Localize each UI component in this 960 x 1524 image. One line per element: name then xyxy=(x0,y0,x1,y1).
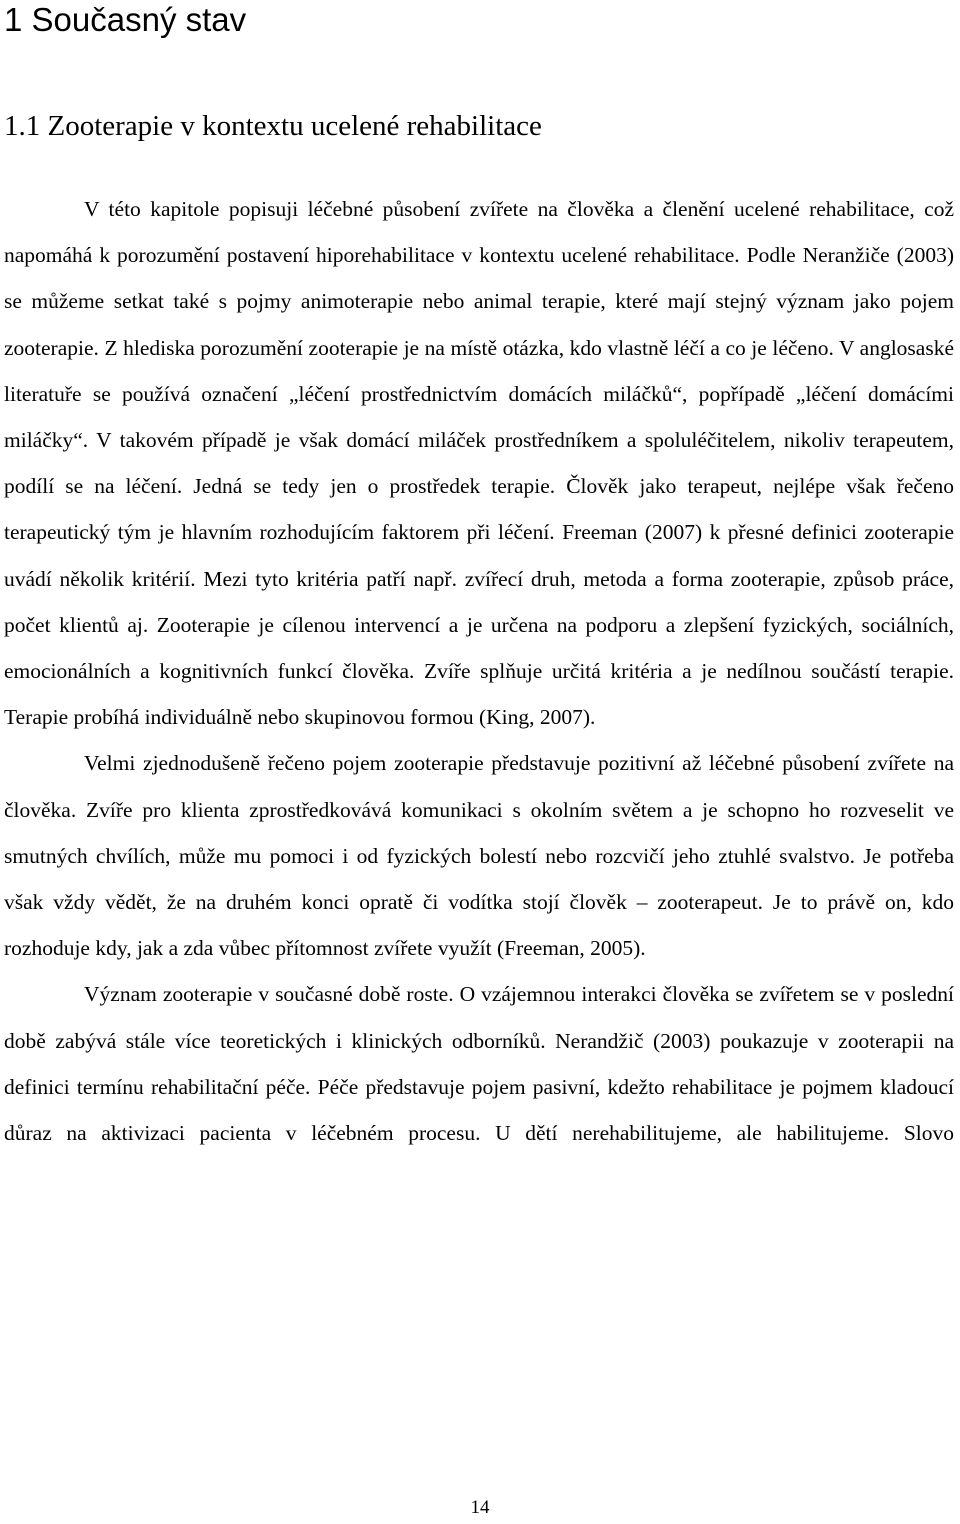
paragraph-2: Velmi zjednodušeně řečeno pojem zooterapie představuje pozitivní až léčebné působení zvířete na člověka. Zvíře pro klienta zprostředkovává komunikaci s okolním světem a je schopno ho rozveselit ve smutných chvílích, může mu pomoci i od fyzických bolestí nebo rozcvičí jeho ztuhlé svalstvo. Je potřeba však vždy vědět, že na druhém konci opratě či vodítka stojí člověk – zooterapeut. Je to právě on, kdo rozhoduje kdy, jak a zda vůbec přítomnost zvířete využít (Freeman, 2005). xyxy=(4,751,954,961)
section-title: 1.1 Zooterapie v kontextu ucelené rehabilitace xyxy=(4,110,542,142)
paragraph-3: Význam zooterapie v současné době roste. O vzájemnou interakci člověka se zvířetem se v poslední době zabývá stále více teoretických i klinických odborníků. Nerandžič (2003) poukazuje v zooterapii na definici termínu rehabilitační péče. Péče představuje pojem pasivní, kdežto rehabilitace je pojmem kladoucí důraz na aktivizaci pacienta v léčebném procesu. U dětí nerehabilitujeme, ale habilitujeme. Slovo xyxy=(4,982,954,1146)
body-text xyxy=(4,186,954,1156)
paragraph-1: V této kapitole popisuji léčebné působení zvířete na člověka a členění ucelené rehabilitace, což napomáhá k porozumění postavení hiporehabilitace v kontextu ucelené rehabilitace. Podle Neranžiče (2003) se můžeme setkat také s pojmy animoterapie nebo animal terapie, které mají stejný význam jako pojem zooterapie. Z hlediska porozumění zooterapie je na místě otázka, kdo vlastně léčí a co je léčeno. V anglosaské literatuře se používá označení „léčení prostřednictvím domácích miláčků“, popřípadě „léčení domácími miláčky“. V takovém případě je však domácí miláček prostředníkem a spoluléčitelem, nikoliv terapeutem, podílí se na léčení. Jedná se tedy jen o prostředek terapie. Člověk jako terapeut, nejlépe však řečeno terapeutický tým je hlavním rozhodujícím faktorem při léčení. Freeman (2007) k přesné definici zooterapie uvádí několik kritérií. Mezi tyto kritéria patří např. zvířecí druh, metoda a forma zooterapie, způsob práce, počet klientů aj. Zooterapie je cílenou intervencí a je určena na podporu a zlepšení fyzických, sociálních, emocionálních a kognitivních funkcí člověka. Zvíře splňuje určitá kritéria a je nedílnou součástí terapie. Terapie probíhá individuálně nebo skupinovou formou (King, 2007). xyxy=(4,197,954,730)
chapter-title: 1 Současný stav xyxy=(4,1,247,38)
page-number: 14 xyxy=(470,1497,490,1518)
